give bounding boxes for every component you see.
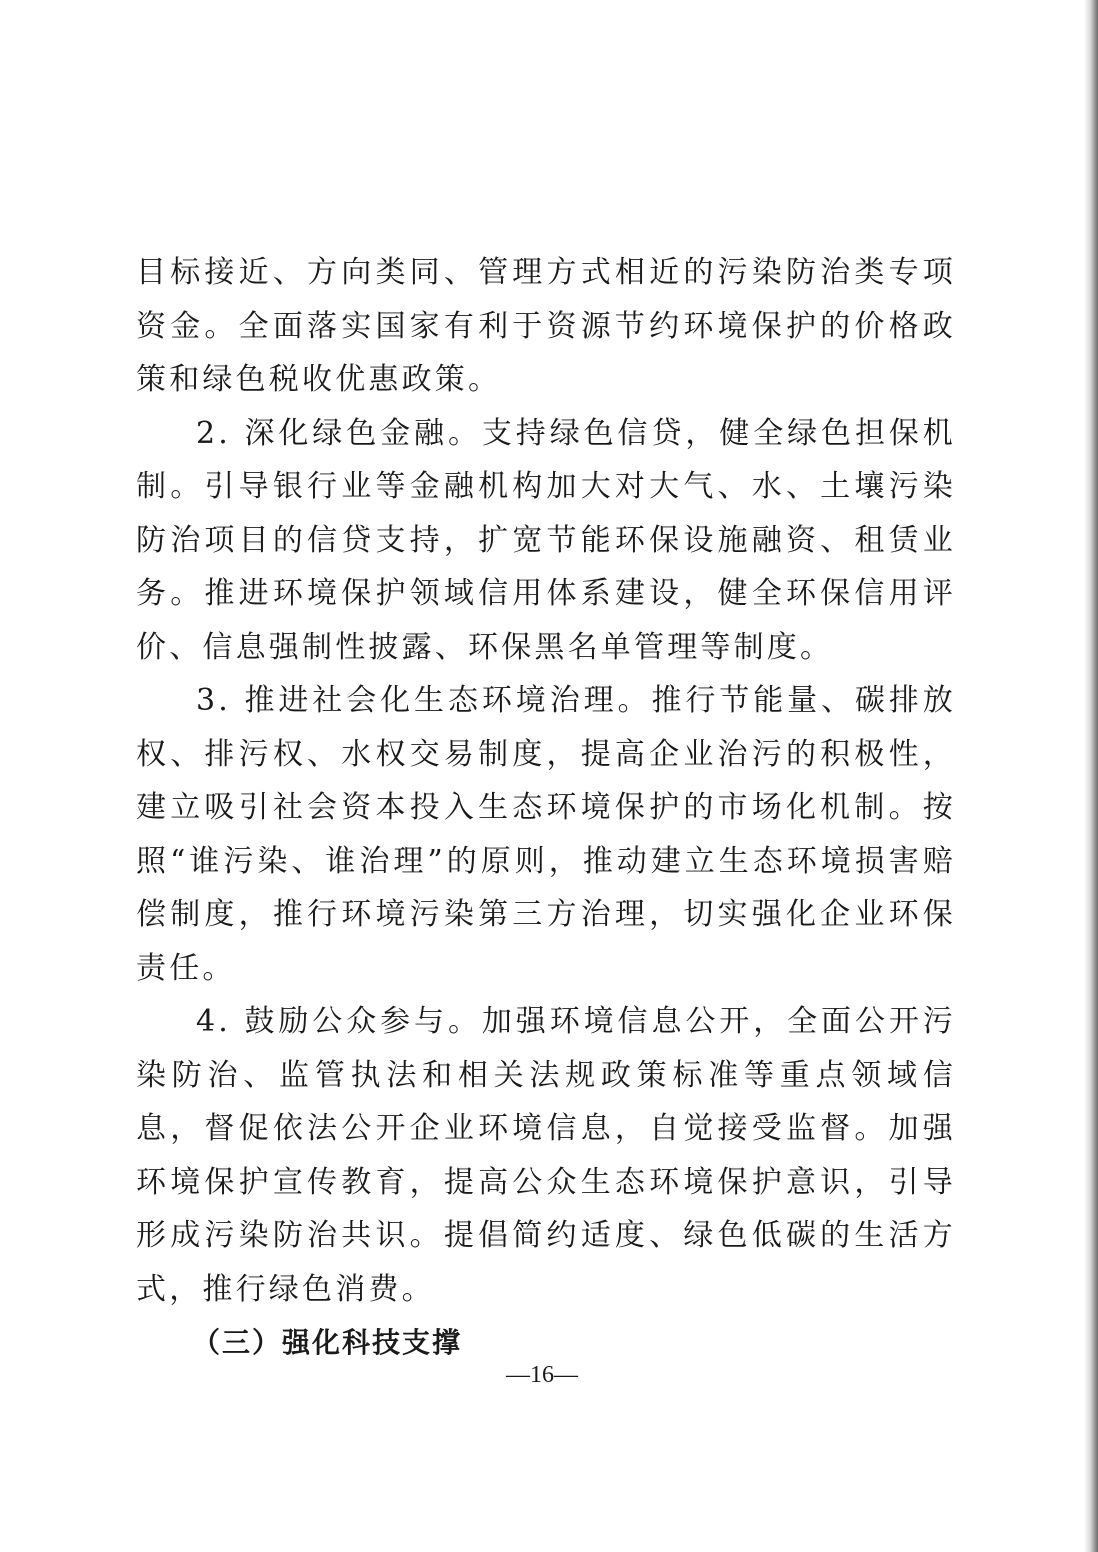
page-body <box>136 246 956 1370</box>
scan-edge-shadow <box>1084 0 1098 1552</box>
paragraph-public-participation: 4. 鼓励公众参与。加强环境信息公开，全面公开污染防治、监管执法和相关法规政策标准等重点领域信息，督促依法公开企业环境信息，自觉接受监督。加强环境保护宣传教育，提高公众生态环境保护意识，引导形成污染防治共识。提倡简约适度、绿色低碳的生活方式，推行绿色消费。 <box>136 1004 956 1307</box>
section-heading: （三）强化科技支撑 <box>192 1326 463 1359</box>
paragraph-social-governance: 3. 推进社会化生态环境治理。推行节能量、碳排放权、排污权、水权交易制度，提高企业治污的积极性，建立吸引社会资本投入生态环境保护的市场化机制。按照“谁污染、谁治理”的原则，推动建立生态环境损害赔偿制度，推行环境污染第三方治理，切实强化企业环保责任。 <box>136 683 956 986</box>
paragraph-green-finance: 2. 深化绿色金融。支持绿色信贷，健全绿色担保机制。引导银行业等金融机构加大对大气、水、土壤污染防治项目的信贷支持，扩宽节能环保设施融资、租赁业务。推进环境保护领域信用体系建设，健全环保信用评价、信息强制性披露、环保黑名单管理等制度。 <box>136 415 956 665</box>
paragraph-continued: 目标接近、方向类同、管理方式相近的污染防治类专项资金。全面落实国家有利于资源节约环境保护的价格政策和绿色税收优惠政策。 <box>136 255 956 397</box>
page-number: —16— <box>506 1362 578 1388</box>
